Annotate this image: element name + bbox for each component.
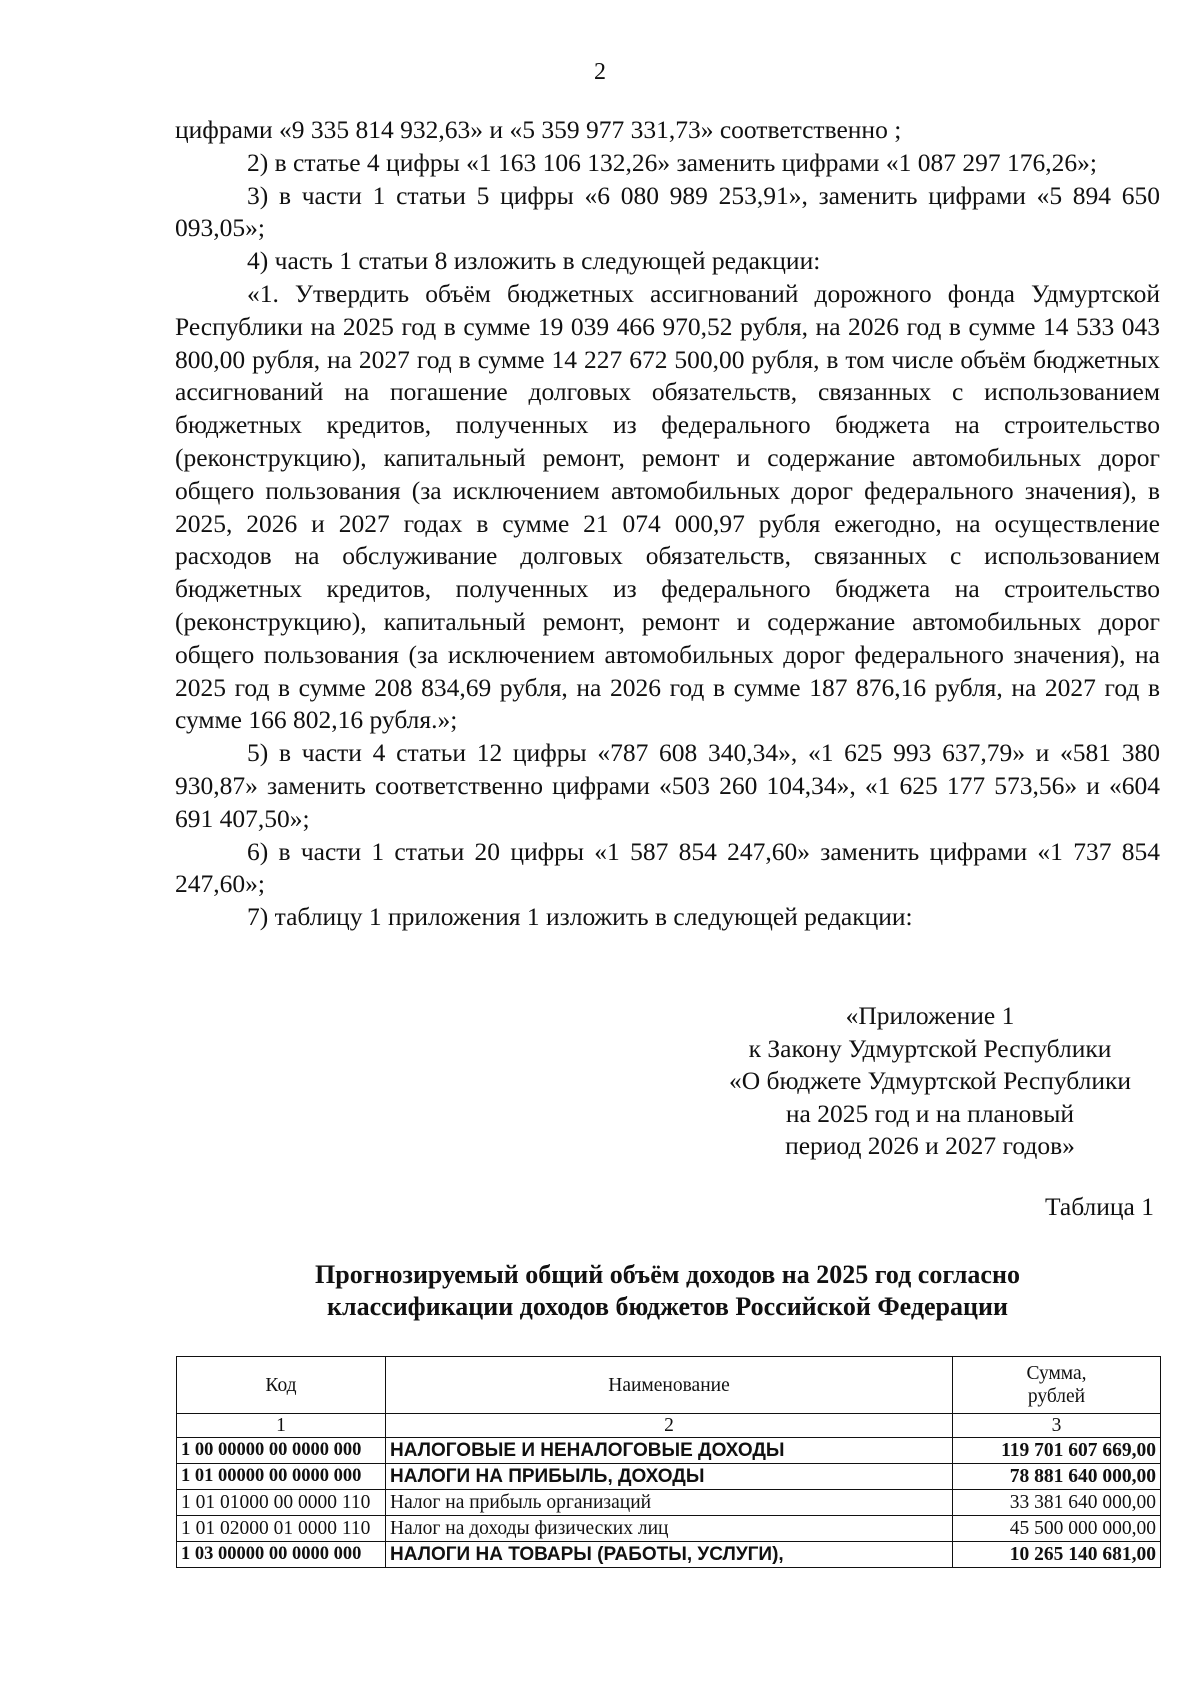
table-header-row: [177, 1357, 1161, 1414]
header-sum-line-1: Сумма,: [1026, 1363, 1087, 1384]
header-code: Код: [177, 1357, 386, 1414]
table-row: [177, 1516, 1161, 1542]
page-number: 2: [594, 59, 606, 85]
column-number-row: [177, 1414, 1161, 1438]
paragraph-item-3: 3) в части 1 статьи 5 цифры «6 080 989 253,91», заменить цифрами «5 894 650 093,05»;: [175, 180, 1160, 243]
table-row: [177, 1490, 1161, 1516]
table-title-line-1: Прогнозируемый общий объём доходов на 2025 год согласно: [315, 1260, 1020, 1289]
row-name: Налог на доходы физических лиц: [386, 1516, 953, 1542]
paragraph-item-7: 7) таблицу 1 приложения 1 изложить в следующей редакции:: [247, 902, 913, 932]
document-body: [175, 114, 1160, 934]
paragraph-item-4: 4) часть 1 статьи 8 изложить в следующей редакции:: [247, 246, 821, 276]
table-row: [177, 1464, 1161, 1490]
header-name: Наименование: [386, 1357, 953, 1414]
row-name: НАЛОГОВЫЕ И НЕНАЛОГОВЫЕ ДОХОДЫ: [386, 1438, 953, 1464]
appendix-line-4: на 2025 год и на плановый: [785, 1098, 1075, 1128]
paragraph-item-5: 5) в части 4 статьи 12 цифры «787 608 340,34», «1 625 993 637,79» и «581 380 930,87» заменить соответственно цифрами «503 260 104,34», «1 625 177 573,56» и «604 691 407,50»;: [175, 738, 1160, 833]
column-number: 3: [953, 1414, 1161, 1438]
row-code: 1 03 00000 00 0000 000: [177, 1542, 386, 1568]
table-title-line-2: классификации доходов бюджетов Российской Федерации: [327, 1292, 1008, 1321]
appendix-line-3: «О бюджете Удмуртской Республики: [729, 1066, 1131, 1095]
appendix-line-1: «Приложение 1: [845, 1001, 1015, 1030]
header-sum-line-2: рублей: [1027, 1386, 1086, 1407]
row-code: 1 01 01000 00 0000 110: [177, 1490, 386, 1516]
row-sum: 45 500 000 000,00: [953, 1516, 1161, 1542]
row-name: Налог на прибыль организаций: [386, 1490, 953, 1516]
revenue-table: [176, 1356, 1161, 1568]
column-number: 2: [386, 1414, 953, 1438]
column-number: 1: [177, 1414, 386, 1438]
row-sum: 119 701 607 669,00: [953, 1438, 1161, 1464]
table-row: [177, 1438, 1161, 1464]
row-code: 1 01 00000 00 0000 000: [177, 1464, 386, 1490]
row-sum: 78 881 640 000,00: [953, 1464, 1161, 1490]
table-title: [175, 1259, 1160, 1323]
appendix-heading: [690, 1000, 1170, 1163]
paragraph-road-fund: «1. Утвердить объём бюджетных ассигнований дорожного фонда Удмуртской Республики на 2025 год в сумме 19 039 466 970,52 рубля, на 2026 год в сумме 14 533 043 800,00 рубля, на 2027 год в сумме 14 227 672 500,00 рубля, в том числе объём бюджетных ассигнований на погашение долговых обязательств, связанных с использованием бюджетных кредитов, полученных из федерального бюджета на строительство (реконструкцию), капитальный ремонт, ремонт и содержание автомобильных дорог общего пользования (за исключением автомобильных дорог федерального значения), в 2025, 2026 и 2027 годах в сумме 21 074 000,97 рубля ежегодно, на осуществление расходов на обслуживание долговых обязательств, связанных с использованием бюджетных кредитов, полученных из федерального бюджета на строительство (реконструкцию), капитальный ремонт, ремонт и содержание автомобильных дорог общего пользования (за исключением автомобильных дорог федерального значения), на 2025 год в сумме 208 834,69 рубля, на 2026 год в сумме 187 876,16 рубля, на 2027 год в сумме 166 802,16 рубля.»;: [175, 278, 1160, 735]
row-name: НАЛОГИ НА ПРИБЫЛЬ, ДОХОДЫ: [386, 1464, 953, 1490]
table-row: [177, 1542, 1161, 1568]
row-code: 1 01 02000 01 0000 110: [177, 1516, 386, 1542]
paragraph-item-6: 6) в части 1 статьи 20 цифры «1 587 854 247,60» заменить цифрами «1 737 854 247,60»;: [175, 836, 1160, 899]
appendix-line-2: к Закону Удмуртской Республики: [748, 1033, 1112, 1063]
table-label: Таблица 1: [1044, 1192, 1154, 1221]
header-sum: [953, 1357, 1161, 1414]
appendix-line-5: период 2026 и 2027 годов»: [785, 1131, 1075, 1160]
row-sum: 10 265 140 681,00: [953, 1542, 1161, 1568]
row-sum: 33 381 640 000,00: [953, 1490, 1161, 1516]
row-name: НАЛОГИ НА ТОВАРЫ (РАБОТЫ, УСЛУГИ),: [386, 1542, 953, 1568]
row-code: 1 00 00000 00 0000 000: [177, 1438, 386, 1464]
paragraph-item-2: 2) в статье 4 цифры «1 163 106 132,26» заменить цифрами «1 087 297 176,26»;: [247, 147, 1097, 177]
paragraph-continuation: цифрами «9 335 814 932,63» и «5 359 977 331,73» соответственно ;: [175, 115, 902, 144]
